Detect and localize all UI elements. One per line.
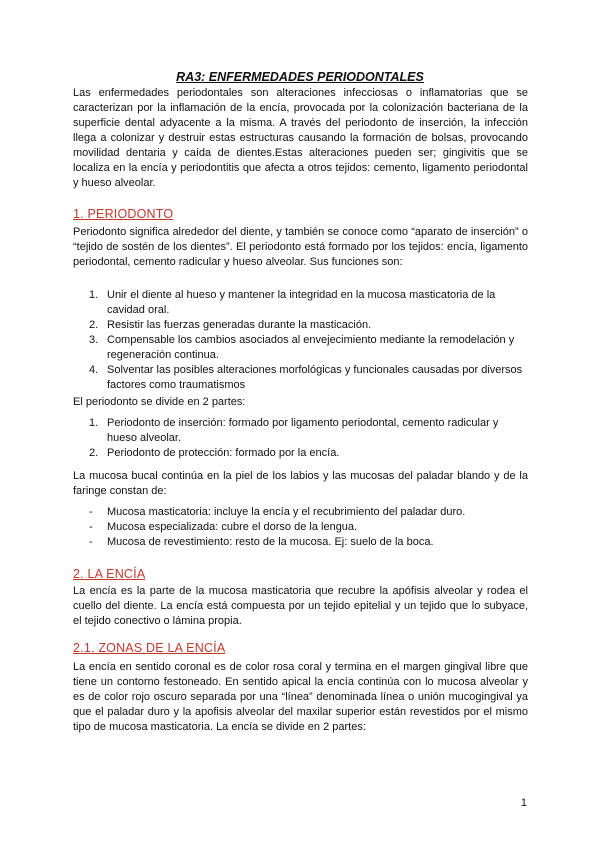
list-text: Solventar las posibles alteraciones morfológicas y funcionales causadas por diversos factores como traumatismos xyxy=(107,364,523,391)
list-item xyxy=(73,446,528,461)
list-text: Periodonto de inserción: formado por ligamento periodontal, cemento radicular y hueso alveolar. xyxy=(107,417,499,444)
mucosa-list xyxy=(73,505,528,550)
mucosa-intro-paragraph: La mucosa bucal continúa en la piel de los labios y las mucosas del paladar blando y de la faringe constan de: xyxy=(73,470,528,497)
list-text: Resistir las fuerzas generadas durante la masticación. xyxy=(107,319,372,331)
intro-paragraph: Las enfermedades periodontales son alteraciones infecciosas o inflamatorias que se caracterizan por la inflamación de la encía, provocada por la colonización bacteriana de la superficie dental adyacente a la misma. A través del periodonto de inserción, la infección llega a colonizar y destruir estas estructuras causando la formación de bolsas, provocando movilidad dentaria y caída de dientes.Estas alteraciones pueden ser; gingivitis que se localiza en la encía y periodontitis que afecta a otros tejidos: cemento, ligamento periodontal y hueso alveolar. xyxy=(73,87,528,189)
page-title: RA3: ENFERMEDADES PERIODONTALES xyxy=(176,70,424,84)
list-item xyxy=(73,333,528,363)
dash-mark: - xyxy=(89,536,93,548)
list-text: Mucosa de revestimiento: resto de la mucosa. Ej: suelo de la boca. xyxy=(107,536,434,548)
list-item xyxy=(73,288,528,318)
list-number: 1. xyxy=(89,289,99,301)
list-number: 1. xyxy=(89,417,99,429)
page-number: 1 xyxy=(520,797,527,809)
list-number: 3. xyxy=(89,334,99,346)
list-text: Compensable los cambios asociados al envejecimiento mediante la remodelación y regeneración continua. xyxy=(107,334,515,361)
section-heading-encia: 2. LA ENCÍA xyxy=(73,567,146,581)
section-heading-periodonto: 1. PERIODONTO xyxy=(73,207,174,221)
list-number: 4. xyxy=(89,364,99,376)
list-item xyxy=(73,520,528,535)
encia-paragraph: La encía es la parte de la mucosa masticatoria que recubre la apófisis alveolar y rodea el cuello del diente. La encía está compuesta por un tejido epitelial y un tejido que lo subyace, el tejido conectivo o lámina propia. xyxy=(73,585,528,627)
dash-mark: - xyxy=(89,521,93,533)
list-item xyxy=(73,505,528,520)
list-item xyxy=(73,535,528,550)
list-text: Periodonto de protección: formado por la encía. xyxy=(107,447,340,459)
list-text: Mucosa masticatoria: incluye la encía y el recubrimiento del paladar duro. xyxy=(107,506,466,518)
zonas-paragraph: La encía en sentido coronal es de color rosa coral y termina en el margen gingival libre que tiene un contorno festoneado. En sentido apical la encía continúa con lo mucosa alveolar y es de color rojo oscuro separada por una “línea” denominada línea o unión mucogingival ya que el paladar duro y la apofisis alveolar del maxilar superior están revestidos por el mismo tipo de mucosa masticatoria. La encía se divide en 2 partes: xyxy=(73,661,528,733)
list-number: 2. xyxy=(89,319,99,331)
list-text: Mucosa especializada: cubre el dorso de la lengua. xyxy=(107,521,358,533)
functions-list xyxy=(73,288,528,393)
list-item xyxy=(73,416,528,446)
parts-list xyxy=(73,416,528,461)
dash-mark: - xyxy=(89,506,93,518)
list-text: Unir el diente al hueso y mantener la integridad en la mucosa masticatoria de la cavidad oral. xyxy=(107,289,496,316)
section-heading-zonas: 2.1. ZONAS DE LA ENCÍA xyxy=(73,641,226,655)
list-item xyxy=(73,318,528,333)
list-item xyxy=(73,363,528,393)
divides-paragraph: El periodonto se divide en 2 partes: xyxy=(73,396,246,408)
periodonto-paragraph: Periodonto significa alrededor del diente, y también se conoce como “aparato de inserción” o “tejido de sostén de los dientes”. El periodonto está formado por los tejidos: encía, ligamento periodontal, cemento radicular y hueso alveolar. Sus funciones son: xyxy=(73,226,528,268)
list-number: 2. xyxy=(89,447,99,459)
